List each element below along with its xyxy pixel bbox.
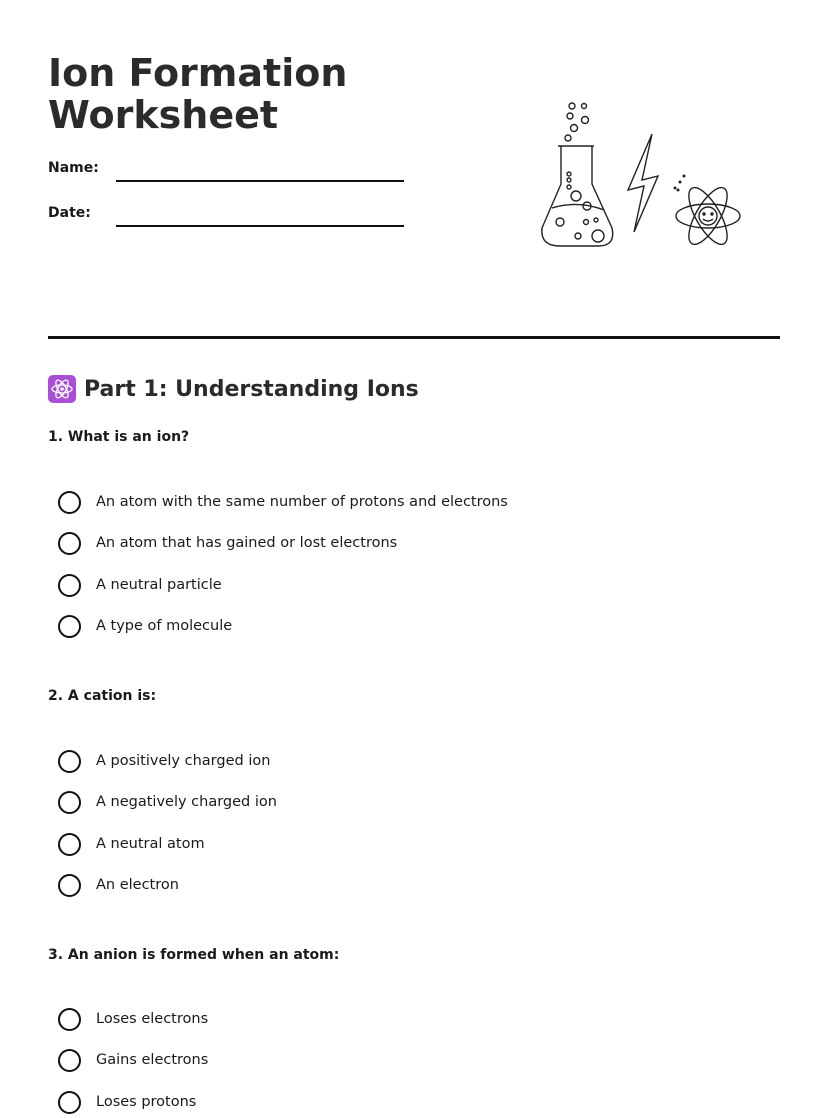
q2-option-3[interactable] [58,832,205,856]
title-line-2: Worksheet [48,93,279,137]
q1-option-1[interactable] [58,490,508,514]
q1-option-2[interactable] [58,531,397,555]
radio-button[interactable] [58,874,81,897]
radio-button[interactable] [58,1091,81,1114]
radio-button[interactable] [58,791,81,814]
worksheet-title [48,52,408,136]
q3-option-1[interactable] [58,1007,208,1031]
section-divider [48,336,780,339]
question-1: 1. What is an ion? [48,429,190,445]
q3-option-3[interactable] [58,1090,196,1114]
option-label: An atom that has gained or lost electrons [96,535,398,551]
lightning-icon [628,134,658,232]
radio-button[interactable] [58,491,81,514]
radio-button[interactable] [58,532,81,555]
question-3: 3. An anion is formed when an atom: [48,947,340,963]
option-label: Loses protons [96,1094,197,1110]
option-label: An electron [96,877,179,893]
option-label: An atom with the same number of protons and electrons [96,494,508,510]
chemistry-illustration [532,98,748,254]
date-label: Date: [48,205,91,221]
option-label: A type of molecule [96,618,233,634]
q2-option-1[interactable] [58,749,270,773]
question-2: 2. A cation is: [48,688,157,704]
name-field[interactable] [48,160,408,190]
q3-option-2[interactable] [58,1048,208,1072]
atom-icon [48,375,76,403]
q2-option-4[interactable] [58,873,179,897]
radio-button[interactable] [58,1049,81,1072]
option-label: Loses electrons [96,1011,209,1027]
part1-heading [48,374,419,404]
option-label: A negatively charged ion [96,794,277,810]
q2-option-2[interactable] [58,790,277,814]
radio-button[interactable] [58,833,81,856]
option-label: Gains electrons [96,1052,209,1068]
name-line[interactable] [116,180,404,182]
section-title: Part 1: Understanding Ions [84,376,419,402]
date-line[interactable] [116,225,404,227]
q1-option-4[interactable] [58,614,232,638]
date-field[interactable] [48,205,408,235]
q1-option-3[interactable] [58,573,222,597]
flask-icon [542,103,613,246]
option-label: A neutral atom [96,836,205,852]
atom-icon [674,175,740,250]
option-label: A neutral particle [96,577,222,593]
radio-button[interactable] [58,615,81,638]
title-line-1: Ion Formation [48,51,348,95]
option-label: A positively charged ion [96,753,271,769]
name-label: Name: [48,160,99,176]
radio-button[interactable] [58,750,81,773]
radio-button[interactable] [58,574,81,597]
radio-button[interactable] [58,1008,81,1031]
